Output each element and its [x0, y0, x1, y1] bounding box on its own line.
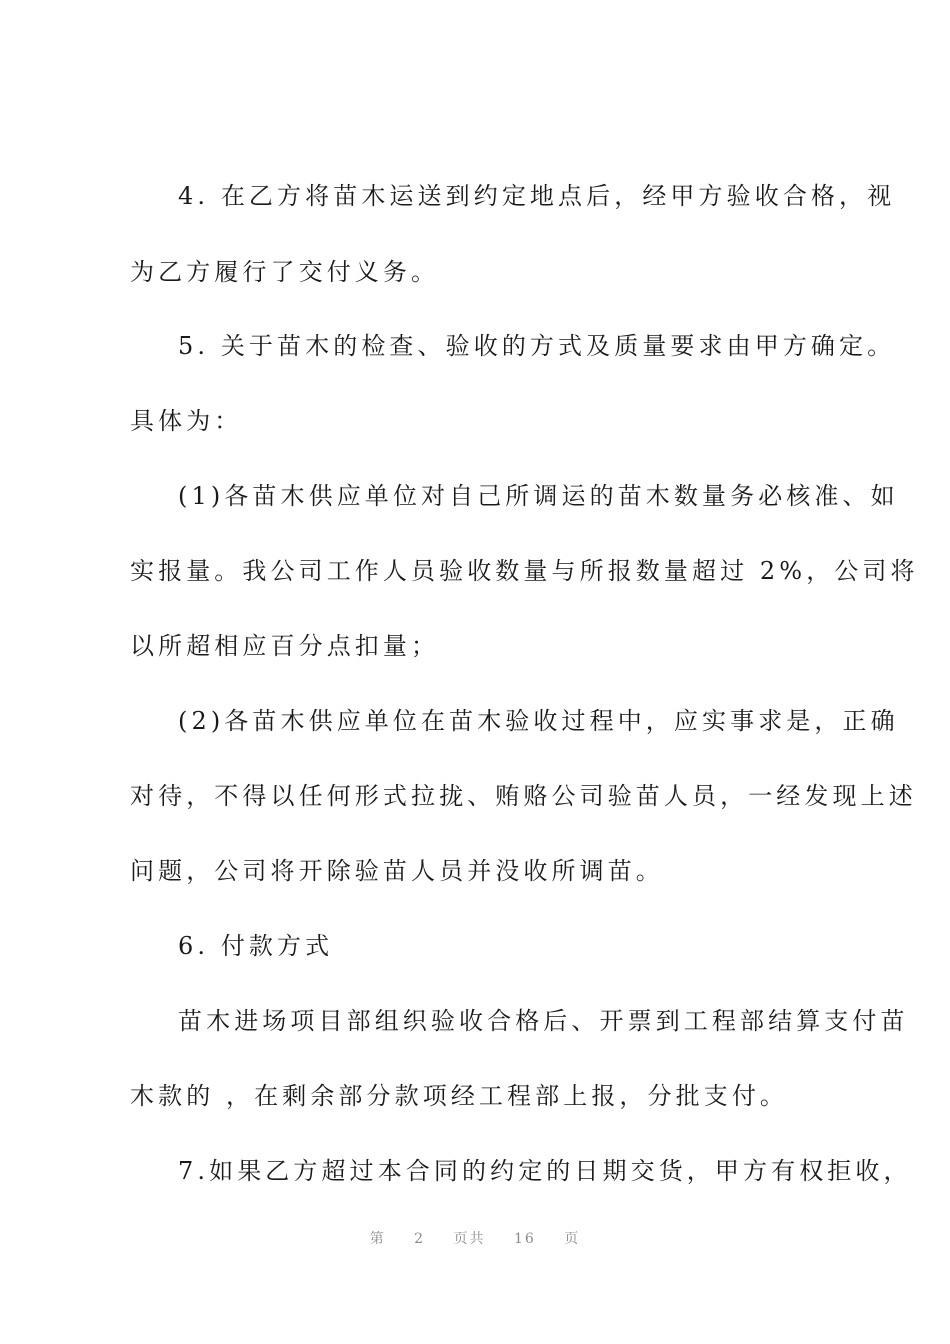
paragraph-4-line-2: 为乙方履行了交付义务。	[130, 258, 440, 286]
item-1-line-3: 以所超相应百分点扣量；	[130, 632, 440, 660]
footer-page-number: 2	[414, 1231, 426, 1247]
paragraph-7-line-1: 7.如果乙方超过本合同的约定的日期交货，甲方有权拒收，	[178, 1157, 912, 1185]
item-2-line-2: 对待，不得以任何形式拉拢、贿赂公司验苗人员，一经发现上述	[130, 782, 917, 810]
paragraph-5-line-2: 具体为：	[130, 407, 243, 435]
paragraph-5-line-1: 5. 关于苗木的检查、验收的方式及质量要求由甲方确定。	[178, 332, 896, 360]
item-1-line-1: (1)各苗木供应单位对自己所调运的苗木数量务必核准、如	[178, 482, 899, 510]
item-2-line-3: 问题，公司将开除验苗人员并没收所调苗。	[130, 857, 664, 885]
item-1-line-2: 实报量。我公司工作人员验收数量与所报数量超过 2%，公司将	[130, 557, 919, 585]
footer-middle: 页共	[453, 1231, 486, 1247]
paragraph-4-line-1: 4. 在乙方将苗木运送到约定地点后，经甲方验收合格，视	[178, 182, 896, 210]
page-footer	[0, 1228, 950, 1248]
item-2-line-1: (2)各苗木供应单位在苗木验收过程中，应实事求是，正确	[178, 707, 899, 735]
paragraph-6-heading: 6. 付款方式	[178, 932, 334, 960]
footer-total-pages: 16	[514, 1231, 536, 1247]
payment-line-1: 苗木进场项目部组织验收合格后、开票到工程部结算支付苗	[178, 1007, 909, 1035]
footer-prefix: 第	[369, 1231, 386, 1247]
payment-line-2: 木款的 ，在剩余部分款项经工程部上报，分批支付。	[130, 1082, 789, 1110]
footer-suffix: 页	[564, 1231, 581, 1247]
